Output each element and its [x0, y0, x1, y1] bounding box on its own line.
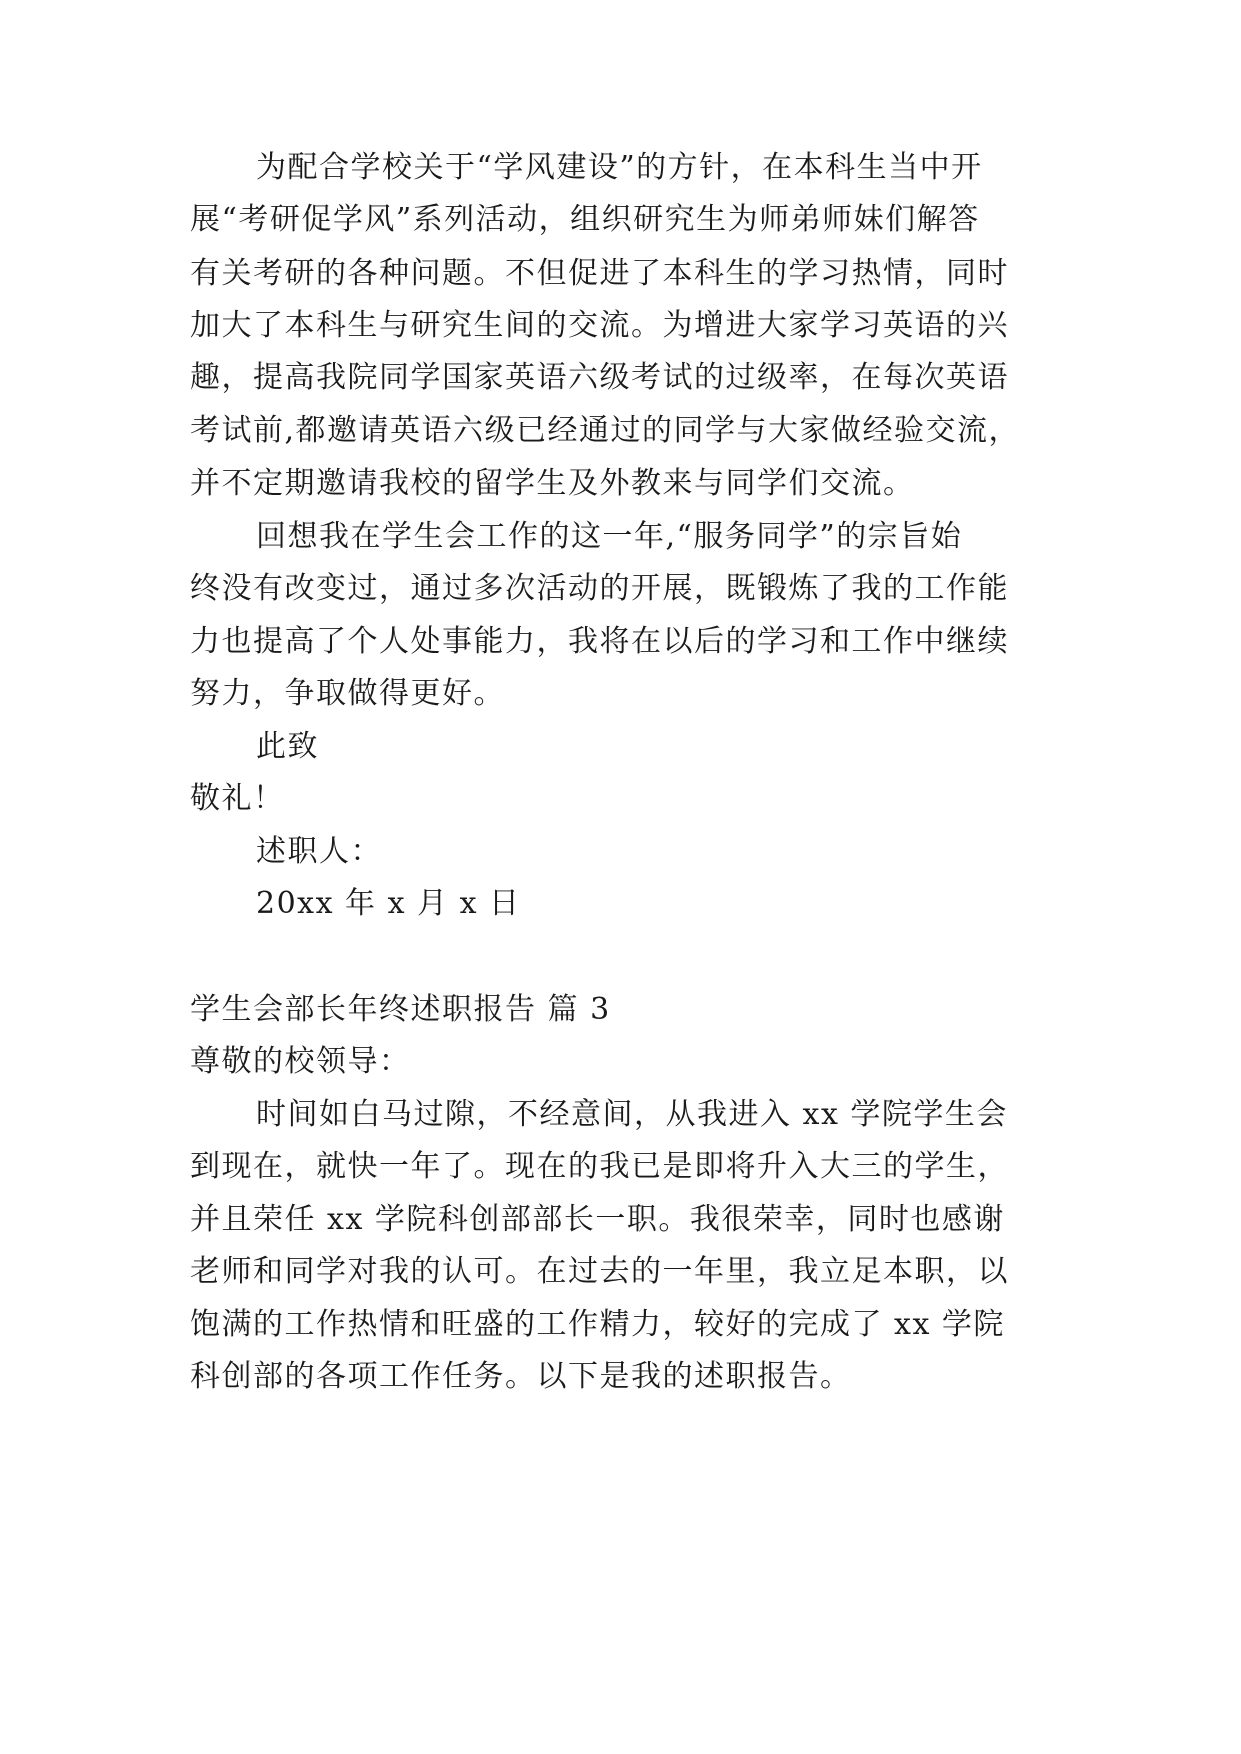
report-date: 20xx 年 x 月 x 日 [256, 886, 521, 921]
section-3-line-6: 科创部的各项工作任务。以下是我的述职报告。 [190, 1359, 852, 1394]
paragraph-2-line-3: 力也提高了个人处事能力，我将在以后的学习和工作中继续 [190, 624, 1009, 659]
section-3-line-1: 时间如白马过隙，不经意间，从我进入 xx 学院学生会 [256, 1097, 1008, 1132]
paragraph-2-line-1: 回想我在学生会工作的这一年,“服务同学”的宗旨始 [256, 519, 963, 554]
section-3-line-2: 到现在，就快一年了。现在的我已是即将升入大三的学生， [190, 1149, 1009, 1184]
section-3-line-5: 饱满的工作热情和旺盛的工作精力，较好的完成了 xx 学院 [190, 1307, 1005, 1342]
paragraph-1-line-4: 加大了本科生与研究生间的交流。为增进大家学习英语的兴 [190, 308, 1009, 343]
reporter-label: 述职人： [256, 834, 382, 869]
paragraph-1-line-2: 展“考研促学风”系列活动，组织研究生为师弟师妹们解答 [190, 202, 980, 237]
section-title: 学生会部长年终述职报告 篇 3 [190, 992, 611, 1027]
paragraph-1-line-1: 为配合学校关于“学风建设”的方针，在本科生当中开 [256, 150, 983, 185]
section-3-line-4: 老师和同学对我的认可。在过去的一年里，我立足本职，以 [190, 1254, 1009, 1289]
greeting: 尊敬的校领导： [190, 1044, 411, 1079]
paragraph-1-line-5: 趣，提高我院同学国家英语六级考试的过级率，在每次英语 [190, 360, 1009, 395]
closing-respect: 敬礼！ [190, 781, 285, 816]
closing-salutation: 此致 [256, 729, 319, 764]
paragraph-1-line-7: 并不定期邀请我校的留学生及外教来与同学们交流。 [190, 466, 915, 501]
paragraph-1-line-3: 有关考研的各种问题。不但促进了本科生的学习热情，同时 [190, 256, 1009, 291]
paragraph-1-line-6: 考试前,都邀请英语六级已经通过的同学与大家做经验交流， [190, 413, 1021, 448]
section-3-line-3: 并且荣任 xx 学院科创部部长一职。我很荣幸，同时也感谢 [190, 1202, 1005, 1237]
paragraph-2-line-2: 终没有改变过，通过多次活动的开展，既锻炼了我的工作能 [190, 571, 1009, 606]
paragraph-2-line-4: 努力，争取做得更好。 [190, 676, 505, 711]
